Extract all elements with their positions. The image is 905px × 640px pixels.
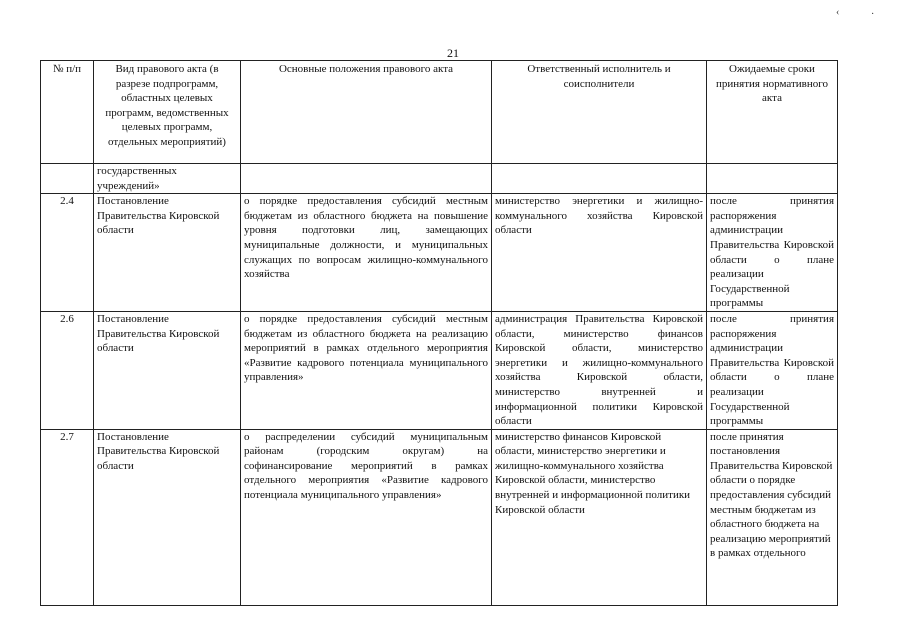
cell-executor	[492, 164, 707, 194]
cell-provisions: о распределении субсидий муниципальным районам (городским округам) на софинансирование мероприятий в рамках отдельного мероприятия «Развитие кадрового потенциала муниципального управления»	[241, 429, 492, 605]
cell-deadline	[707, 164, 838, 194]
header-provisions: Основные положения правового акта	[241, 61, 492, 164]
cell-deadline: после принятия постановления Правительства Кировской области о порядке предоставления субсидий местным бюджетам из областного бюджета на реализацию мероприятий в рамках отдельного	[707, 429, 838, 605]
cell-number: 2.4	[41, 194, 94, 312]
cell-provisions: о порядке предоставления субсидий местным бюджетам из областного бюджета на повышение уровня подготовки лиц, замещающих муниципальные должности, и муниципальных служащих по вопросам жилищно-коммунального хозяйства	[241, 194, 492, 312]
cell-act-type: Постановление Правительства Кировской области	[94, 429, 241, 605]
header-number: № п/п	[41, 61, 94, 164]
cell-act-type: Постановление Правительства Кировской области	[94, 311, 241, 429]
header-deadline: Ожидаемые сроки принятия нормативного акта	[707, 61, 838, 164]
table-row	[41, 194, 838, 312]
table-row	[41, 311, 838, 429]
cell-executor: администрация Правительства Кировской области, министерство финансов Кировской области, министерство энергетики и жилищно-коммунального хозяйства Кировской области, министерство внутренней и информационной политики Кировской области	[492, 311, 707, 429]
page-number: 21	[447, 46, 459, 60]
cell-executor: министерство энергетики и жилищно-коммунального хозяйства Кировской области	[492, 194, 707, 312]
cell-act-type: Постановление Правительства Кировской области	[94, 194, 241, 312]
table-header-row	[41, 61, 838, 164]
cell-deadline: после принятия распоряжения администрации Правительства Кировской области о плане реализации Государственной программы	[707, 194, 838, 312]
cell-provisions: о порядке предоставления субсидий местным бюджетам из областного бюджета на реализацию мероприятий в рамках отдельного мероприятия «Развитие кадрового потенциала муниципального управления»	[241, 311, 492, 429]
cell-number: 2.6	[41, 311, 94, 429]
scan-mark-left: ‹	[836, 7, 840, 18]
cell-executor: министерство финансов Кировской области, министерство энергетики и жилищно-коммунального хозяйства Кировской области, министерство внутренней и информационной политики Кировской области	[492, 429, 707, 605]
table-row	[41, 429, 838, 605]
cell-deadline: после принятия распоряжения администрации Правительства Кировской области о плане реализации Государственной программы	[707, 311, 838, 429]
header-executor: Ответственный исполнитель и соисполнители	[492, 61, 707, 164]
legal-acts-table	[40, 60, 838, 606]
cell-provisions	[241, 164, 492, 194]
cell-act-type: государственных учреждений»	[94, 164, 241, 194]
table-row-continuation	[41, 164, 838, 194]
header-act-type: Вид правового акта (в разрезе подпрограмм, областных целевых программ, ведомственных целевых программ, отдельных мероприятий)	[94, 61, 241, 164]
scan-mark-right: ·	[871, 9, 875, 20]
cell-number	[41, 164, 94, 194]
cell-number: 2.7	[41, 429, 94, 605]
